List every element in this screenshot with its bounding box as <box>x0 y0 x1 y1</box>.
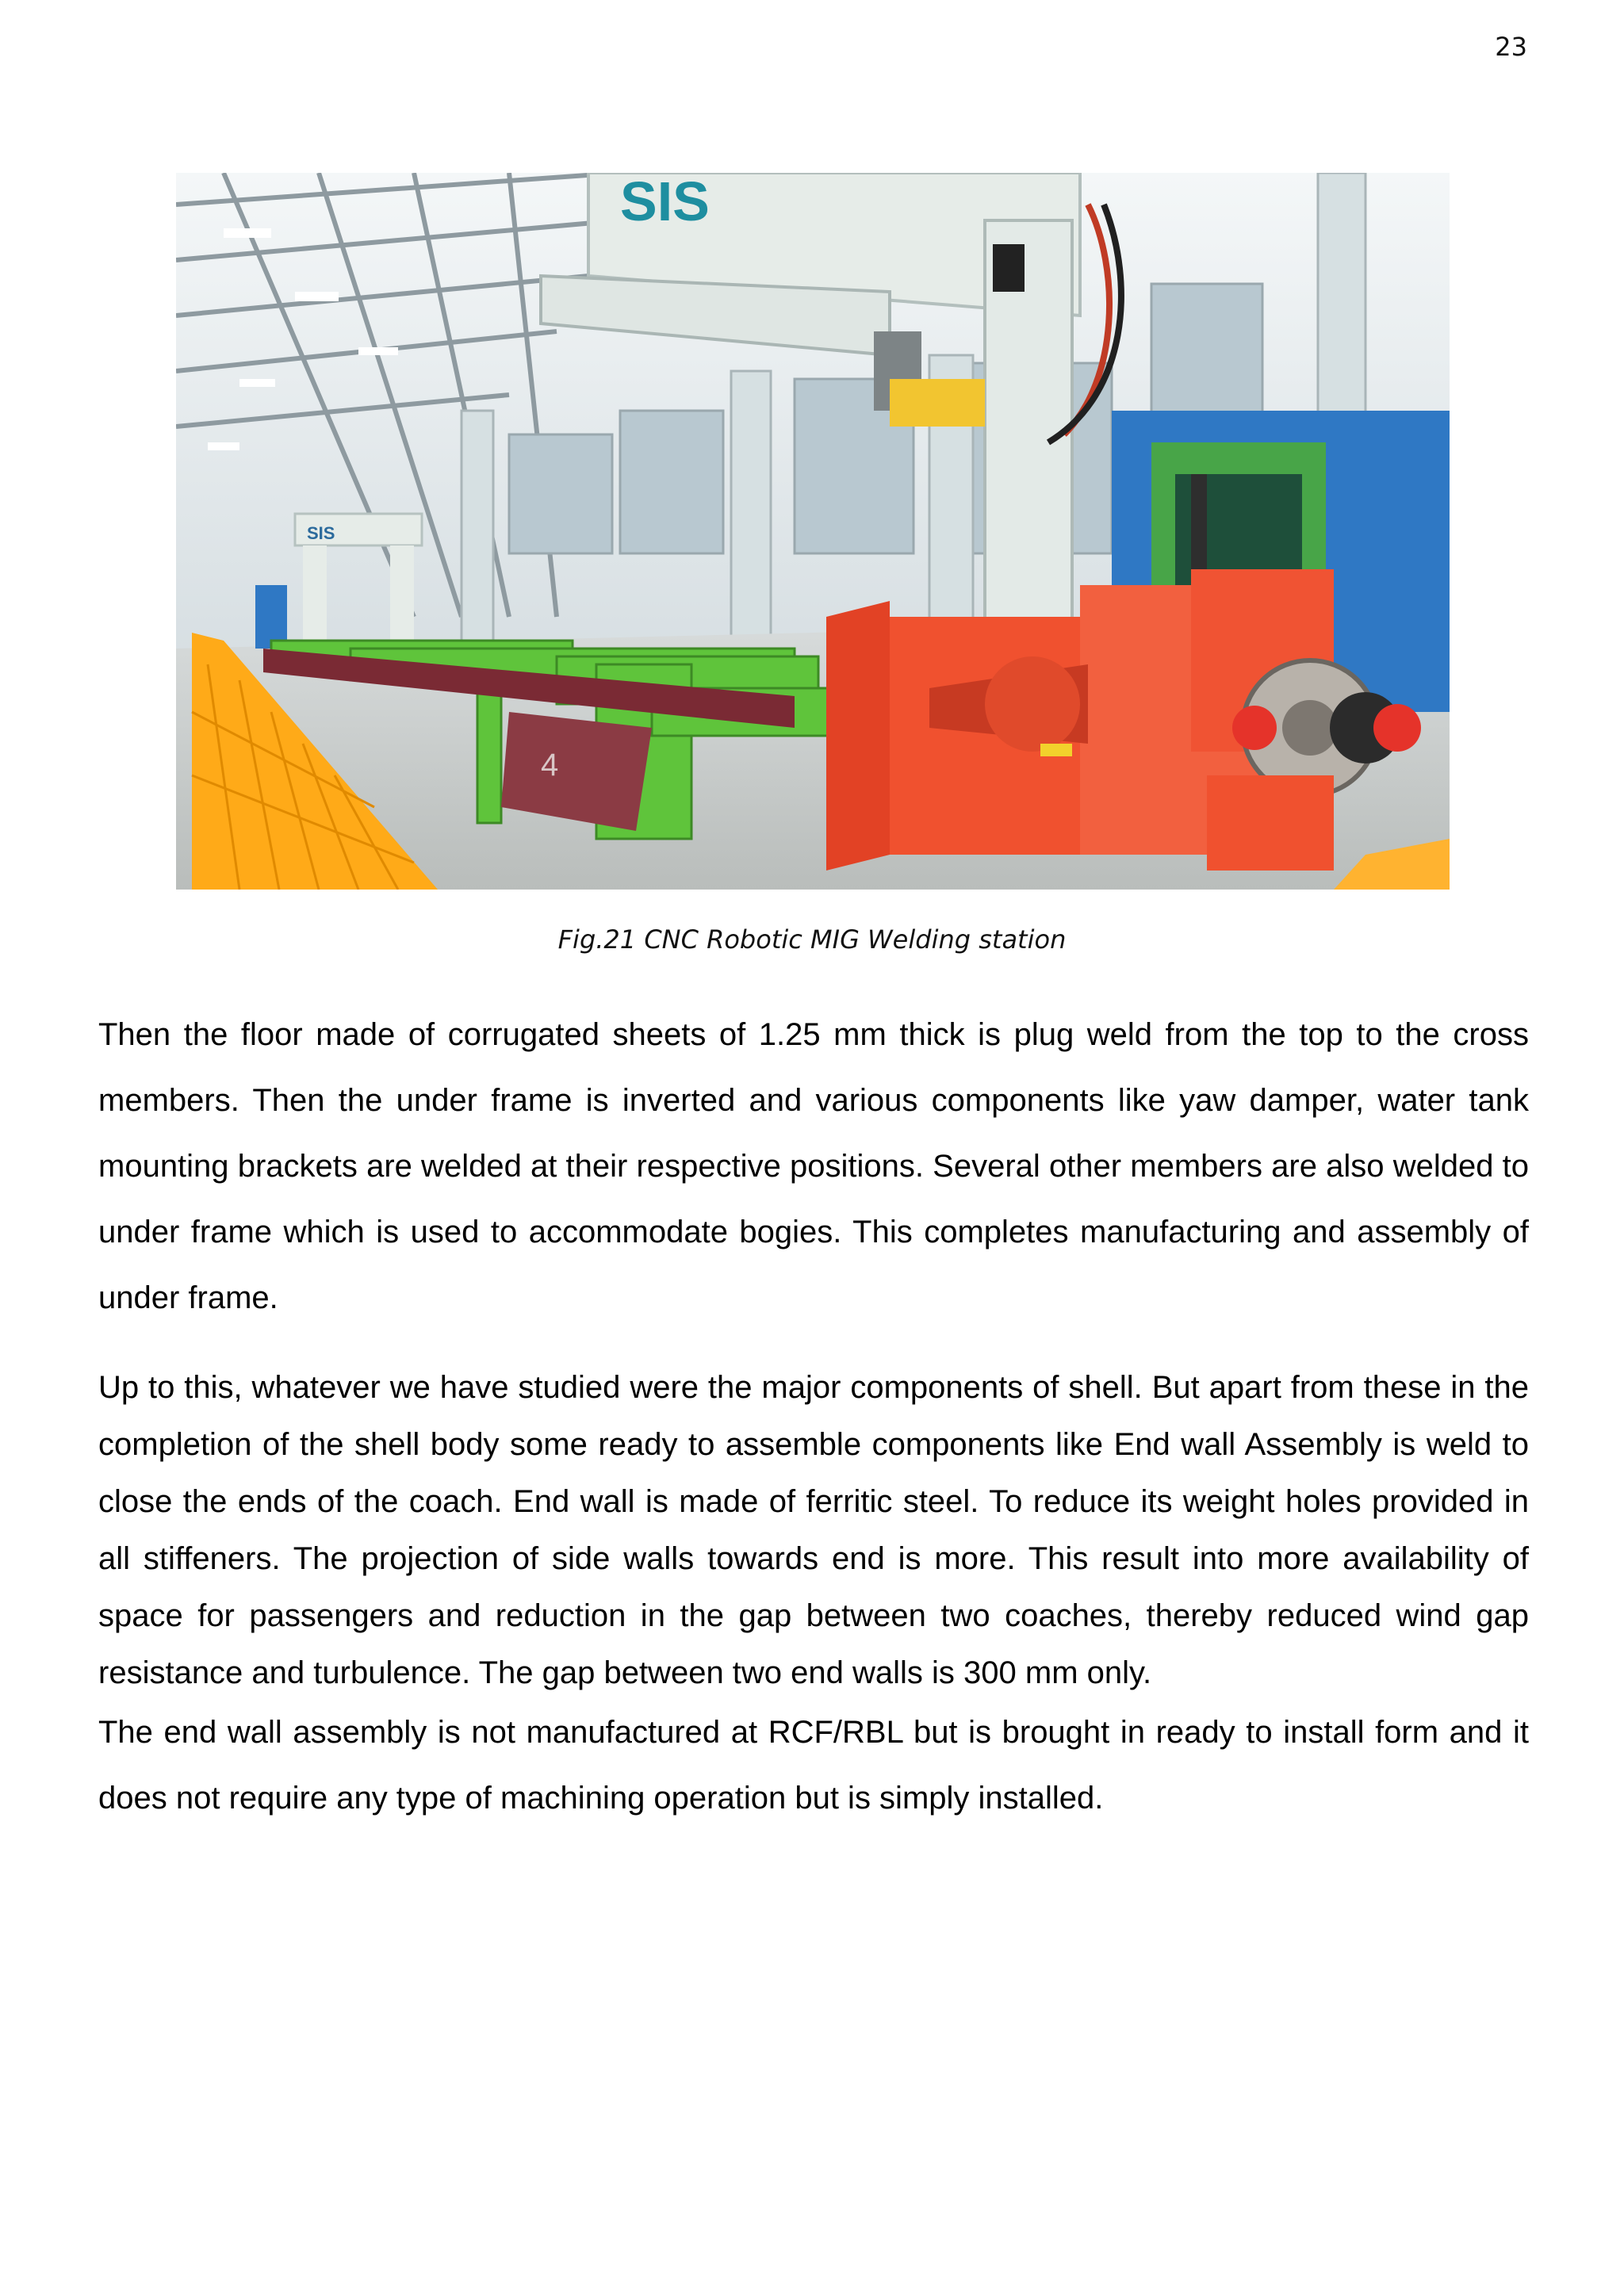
welding-station-photo <box>176 173 1450 890</box>
body-paragraph-3: The end wall assembly is not manufactured at RCF/RBL but is brought in ready to install form and it does not require any type of machining operation but is simply installed. <box>98 1715 1529 1816</box>
gantry-sign-small: SIS <box>307 523 335 543</box>
body-paragraph-2: Up to this, whatever we have studied were the major components of shell. But apart from these in the completion of the shell body some ready to assemble components like End wall Assembly is weld to close the ends of the coach. End wall is made of ferritic steel. To reduce its weight holes provided in all stiffeners. The projection of side walls towards end is more. This result into more availability of space for passengers and reduction in the gap between two coaches, thereby reduced wind gap resistance and turbulence. The gap between two end walls is 300 mm only. <box>98 1370 1529 1690</box>
page-number: 23 <box>1495 32 1527 62</box>
beam-panel-number: 4 <box>541 748 559 783</box>
body-paragraph-1: Then the floor made of corrugated sheets of 1.25 mm thick is plug weld from the top to the cross members. Then the under frame is inverted and various components like yaw damper, water tank mounting brackets are welded at their respective positions. Several other members are also welded to under frame which is used to accommodate bogies. This completes manufacturing and assembly of under frame. <box>98 1017 1529 1315</box>
gantry-sign: SIS <box>620 173 710 232</box>
welding-station-illustration <box>176 173 1450 890</box>
figure-caption: Fig.21 CNC Robotic MIG Welding station <box>557 924 1067 955</box>
